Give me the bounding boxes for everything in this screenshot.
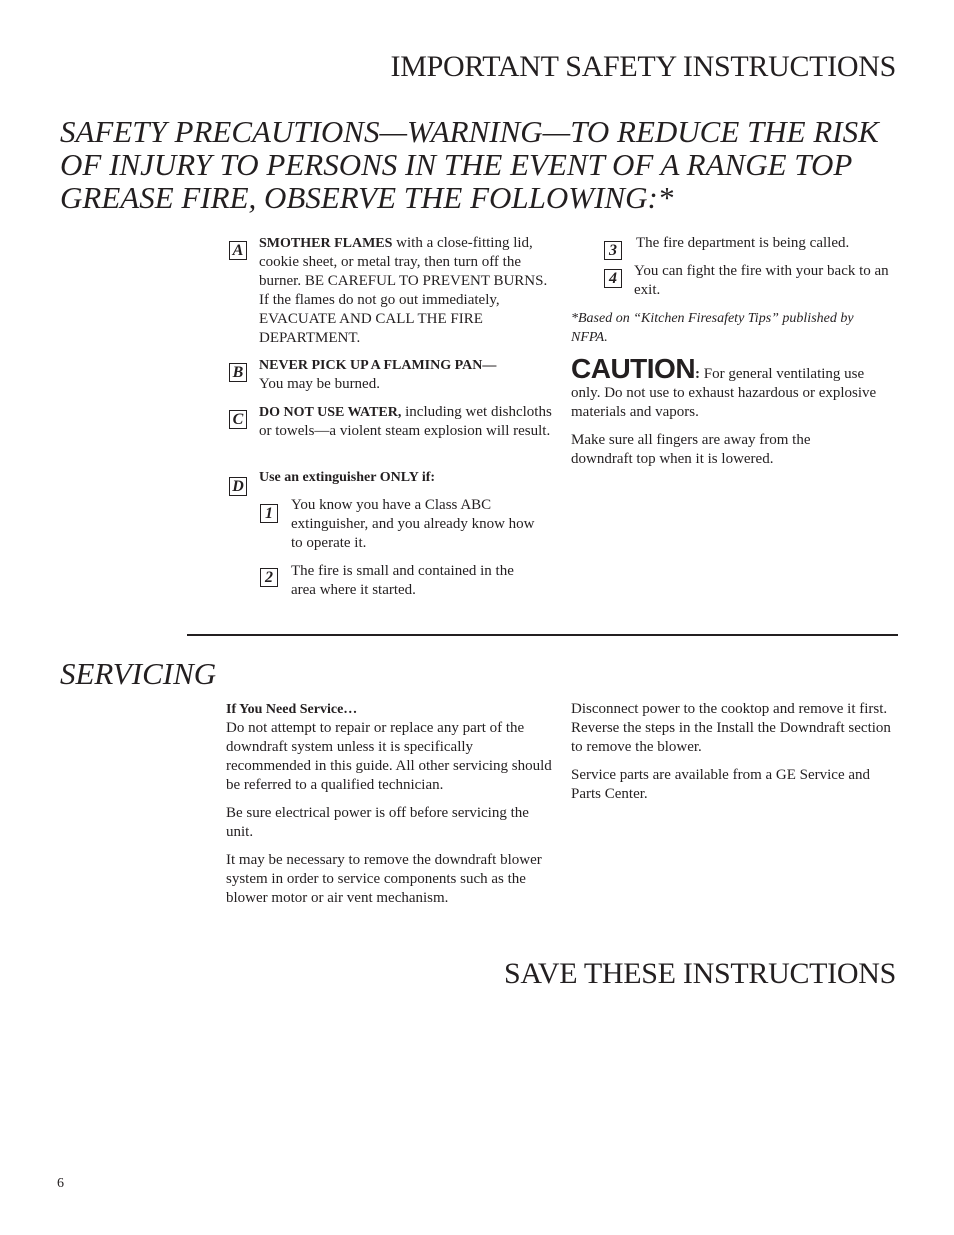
service-paragraph-2: Be sure electrical power is off before servicing the unit.	[226, 805, 529, 840]
precaution-subitem-1-text: You know you have a Class ABC extinguisher, and you already know how to operate it.	[291, 497, 535, 551]
marker-b: B	[229, 363, 247, 382]
precaution-subitem-3-text: The fire department is being called.	[636, 235, 850, 251]
service-paragraph-4: Disconnect power to the cooktop and remove it first. Reverse the steps in the Install the Downdraft section to remove the blower.	[571, 701, 891, 755]
marker-d: D	[229, 477, 247, 496]
marker-1: 1	[260, 504, 278, 523]
marker-2: 2	[260, 568, 278, 587]
servicing-heading: SERVICING	[60, 656, 217, 691]
precaution-text-a	[259, 234, 554, 348]
precaution-body-a: with a close-fitting lid, cookie sheet, or metal tray, then turn off the burner. BE CAREFUL TO PREVENT BURNS. If the flames do not go out immediately, EVACUATE AND CALL THE FIRE DEPARTMENT.	[259, 235, 548, 346]
page-title: IMPORTANT SAFETY INSTRUCTIONS	[390, 50, 896, 83]
marker-4: 4	[604, 269, 622, 288]
caution-colon: :	[695, 366, 701, 382]
nfpa-footnote: *Based on “Kitchen Firesafety Tips” published by NFPA.	[571, 311, 854, 345]
precaution-subitem-4-text: You can fight the fire with your back to an exit.	[634, 263, 889, 298]
caution-paragraph	[571, 355, 891, 422]
service-subheading: If You Need Service…	[226, 702, 358, 717]
precaution-bold-c: DO NOT USE WATER,	[259, 405, 402, 420]
precaution-bold-b: NEVER PICK UP A FLAMING PAN—	[259, 358, 497, 373]
precaution-subitem-2-text: The fire is small and contained in the area where it started.	[291, 563, 514, 598]
precaution-body-b: You may be burned.	[259, 376, 380, 392]
precaution-text-d	[259, 468, 554, 487]
marker-a: A	[229, 241, 247, 260]
precaution-bold-a: SMOTHER FLAMES	[259, 236, 393, 251]
safety-precautions-heading: SAFETY PRECAUTIONS—WARNING—TO REDUCE THE RISK OF INJURY TO PERSONS IN THE EVENT OF A RANGE TOP GREASE FIRE, OBSERVE THE FOLLOWING:*	[60, 114, 879, 215]
precaution-text-c	[259, 403, 554, 441]
servicing-right-column	[571, 700, 893, 804]
service-paragraph-1: Do not attempt to repair or replace any part of the downdraft system unless it is specifically recommended in this guide. All other servicing should be referred to a qualified technician.	[226, 720, 552, 793]
precaution-body-c: including wet dishcloths or towels—a violent steam explosion will result.	[259, 404, 552, 439]
save-instructions-title: SAVE THESE INSTRUCTIONS	[503, 957, 896, 990]
precaution-text-b	[259, 356, 554, 394]
fingers-warning: Make sure all fingers are away from the downdraft top when it is lowered.	[571, 432, 811, 467]
marker-c: C	[229, 410, 247, 429]
caution-text: For general ventilating use only. Do not use to exhaust hazardous or explosive materials and vapors.	[571, 366, 877, 420]
caution-label: CAUTION	[571, 353, 696, 384]
page-number: 6	[57, 1176, 64, 1191]
service-paragraph-3: It may be necessary to remove the downdraft blower system in order to service components such as the blower motor or air vent mechanism.	[226, 852, 542, 906]
servicing-left-column	[226, 700, 554, 908]
marker-3: 3	[604, 241, 622, 260]
service-paragraph-5: Service parts are available from a GE Service and Parts Center.	[571, 767, 871, 802]
section-divider	[187, 634, 898, 636]
precaution-bold-d: Use an extinguisher ONLY if:	[259, 470, 436, 485]
